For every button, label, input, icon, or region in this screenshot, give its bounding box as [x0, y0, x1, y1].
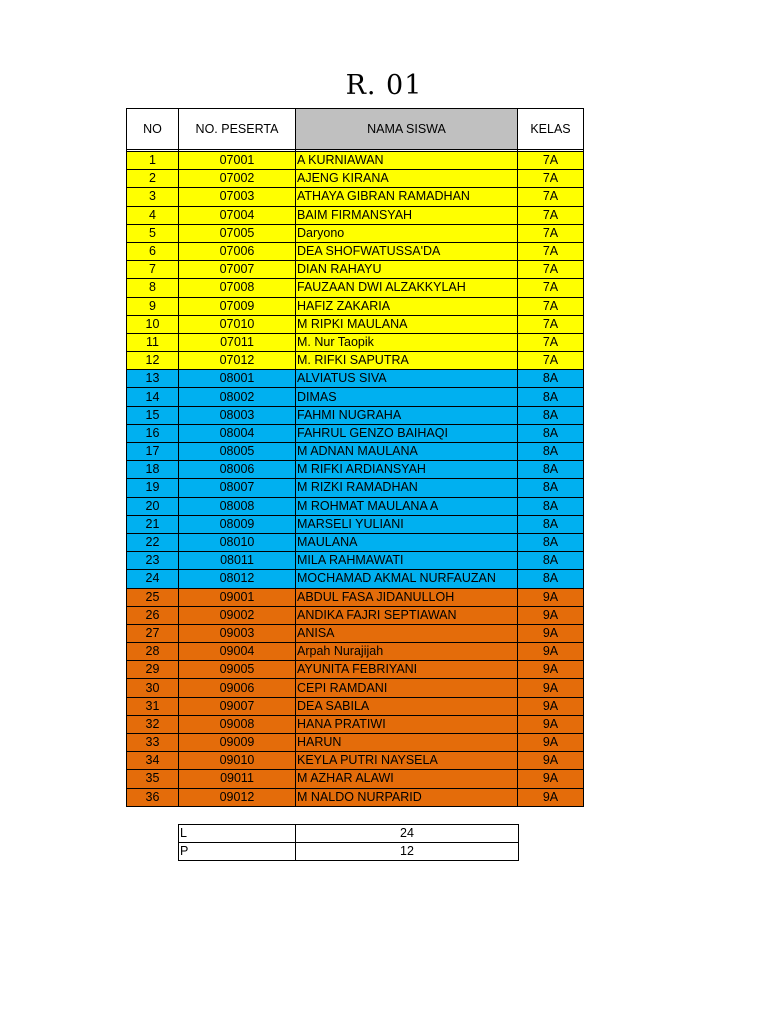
header-kelas: KELAS: [518, 109, 584, 150]
cell-nama: M NALDO NURPARID: [296, 788, 518, 806]
cell-kelas: 9A: [518, 770, 584, 788]
cell-no: 14: [127, 388, 179, 406]
table-row: [127, 515, 584, 533]
table-row: [127, 533, 584, 551]
cell-no: 1: [127, 152, 179, 170]
cell-peserta: 09003: [179, 624, 296, 642]
cell-peserta: 07001: [179, 152, 296, 170]
cell-peserta: 08007: [179, 479, 296, 497]
cell-kelas: 9A: [518, 643, 584, 661]
cell-peserta: 07002: [179, 170, 296, 188]
summary-value: 24: [296, 825, 519, 843]
cell-peserta: 08001: [179, 370, 296, 388]
cell-nama: MARSELI YULIANI: [296, 515, 518, 533]
cell-nama: FAUZAAN DWI ALZAKKYLAH: [296, 279, 518, 297]
cell-nama: AJENG KIRANA: [296, 170, 518, 188]
table-row: [127, 443, 584, 461]
cell-no: 27: [127, 624, 179, 642]
table-row: [127, 242, 584, 260]
header-peserta: NO. PESERTA: [179, 109, 296, 150]
table-row: [127, 261, 584, 279]
table-row: [127, 206, 584, 224]
cell-kelas: 8A: [518, 497, 584, 515]
cell-nama: M. RIFKI SAPUTRA: [296, 352, 518, 370]
table-row: [127, 479, 584, 497]
cell-peserta: 07008: [179, 279, 296, 297]
cell-kelas: 9A: [518, 661, 584, 679]
cell-no: 19: [127, 479, 179, 497]
cell-kelas: 8A: [518, 443, 584, 461]
table-row: [127, 333, 584, 351]
cell-kelas: 7A: [518, 242, 584, 260]
cell-kelas: 7A: [518, 152, 584, 170]
cell-no: 7: [127, 261, 179, 279]
page-title: R. 01: [345, 70, 423, 101]
cell-nama: MAULANA: [296, 533, 518, 551]
cell-kelas: 9A: [518, 715, 584, 733]
cell-no: 28: [127, 643, 179, 661]
cell-nama: AYUNITA FEBRIYANI: [296, 661, 518, 679]
cell-kelas: 8A: [518, 552, 584, 570]
cell-kelas: 8A: [518, 388, 584, 406]
cell-no: 4: [127, 206, 179, 224]
cell-kelas: 7A: [518, 224, 584, 242]
cell-kelas: 9A: [518, 606, 584, 624]
cell-no: 20: [127, 497, 179, 515]
cell-peserta: 09002: [179, 606, 296, 624]
cell-peserta: 07011: [179, 333, 296, 351]
table-row: [127, 406, 584, 424]
cell-kelas: 7A: [518, 188, 584, 206]
header-no: NO: [127, 109, 179, 150]
cell-peserta: 07007: [179, 261, 296, 279]
cell-kelas: 7A: [518, 333, 584, 351]
cell-kelas: 7A: [518, 279, 584, 297]
cell-nama: BAIM FIRMANSYAH: [296, 206, 518, 224]
cell-no: 17: [127, 443, 179, 461]
table-row: [127, 715, 584, 733]
cell-nama: M ADNAN MAULANA: [296, 443, 518, 461]
cell-peserta: 07003: [179, 188, 296, 206]
cell-no: 11: [127, 333, 179, 351]
table-row: [127, 624, 584, 642]
cell-nama: M RIFKI ARDIANSYAH: [296, 461, 518, 479]
cell-nama: DEA SHOFWATUSSA'DA: [296, 242, 518, 260]
cell-nama: MOCHAMAD AKMAL NURFAUZAN: [296, 570, 518, 588]
cell-nama: HARUN: [296, 734, 518, 752]
cell-kelas: 7A: [518, 261, 584, 279]
cell-peserta: 08011: [179, 552, 296, 570]
cell-peserta: 09011: [179, 770, 296, 788]
summary-label: P: [179, 843, 296, 861]
table-row: [127, 424, 584, 442]
cell-no: 13: [127, 370, 179, 388]
cell-no: 3: [127, 188, 179, 206]
cell-nama: CEPI RAMDANI: [296, 679, 518, 697]
cell-nama: A KURNIAWAN: [296, 152, 518, 170]
cell-peserta: 09009: [179, 734, 296, 752]
cell-no: 9: [127, 297, 179, 315]
cell-peserta: 07010: [179, 315, 296, 333]
cell-no: 25: [127, 588, 179, 606]
cell-kelas: 7A: [518, 206, 584, 224]
table-row: [127, 606, 584, 624]
cell-peserta: 07012: [179, 352, 296, 370]
table-header: [127, 109, 584, 152]
cell-no: 22: [127, 533, 179, 551]
cell-no: 23: [127, 552, 179, 570]
table-row: [127, 588, 584, 606]
cell-no: 31: [127, 697, 179, 715]
table-row: [127, 643, 584, 661]
cell-no: 30: [127, 679, 179, 697]
cell-no: 21: [127, 515, 179, 533]
cell-peserta: 09004: [179, 643, 296, 661]
cell-no: 8: [127, 279, 179, 297]
cell-kelas: 8A: [518, 406, 584, 424]
cell-kelas: 8A: [518, 479, 584, 497]
cell-nama: HANA PRATIWI: [296, 715, 518, 733]
student-roster-table: [126, 108, 584, 807]
cell-kelas: 8A: [518, 570, 584, 588]
cell-no: 29: [127, 661, 179, 679]
cell-nama: FAHMI NUGRAHA: [296, 406, 518, 424]
table-row: [127, 279, 584, 297]
cell-peserta: 08004: [179, 424, 296, 442]
cell-nama: Arpah Nurajijah: [296, 643, 518, 661]
cell-nama: FAHRUL GENZO BAIHAQI: [296, 424, 518, 442]
table-row: [127, 734, 584, 752]
cell-kelas: 7A: [518, 297, 584, 315]
cell-nama: Daryono: [296, 224, 518, 242]
cell-kelas: 9A: [518, 752, 584, 770]
table-row: [127, 297, 584, 315]
cell-nama: ALVIATUS SIVA: [296, 370, 518, 388]
table-row: [127, 152, 584, 170]
cell-no: 24: [127, 570, 179, 588]
cell-nama: M RIPKI MAULANA: [296, 315, 518, 333]
cell-nama: M AZHAR ALAWI: [296, 770, 518, 788]
table-row: [127, 315, 584, 333]
cell-no: 16: [127, 424, 179, 442]
table-row: [127, 224, 584, 242]
cell-peserta: 09010: [179, 752, 296, 770]
cell-no: 6: [127, 242, 179, 260]
cell-no: 18: [127, 461, 179, 479]
cell-kelas: 9A: [518, 697, 584, 715]
cell-no: 33: [127, 734, 179, 752]
cell-peserta: 08006: [179, 461, 296, 479]
cell-no: 35: [127, 770, 179, 788]
header-row: [127, 109, 584, 150]
cell-no: 36: [127, 788, 179, 806]
cell-kelas: 8A: [518, 424, 584, 442]
cell-kelas: 8A: [518, 461, 584, 479]
cell-peserta: 08002: [179, 388, 296, 406]
cell-nama: DIMAS: [296, 388, 518, 406]
cell-kelas: 8A: [518, 370, 584, 388]
cell-nama: DEA SABILA: [296, 697, 518, 715]
cell-peserta: 09001: [179, 588, 296, 606]
cell-nama: HAFIZ ZAKARIA: [296, 297, 518, 315]
cell-peserta: 09008: [179, 715, 296, 733]
cell-kelas: 9A: [518, 588, 584, 606]
cell-kelas: 7A: [518, 170, 584, 188]
cell-nama: DIAN RAHAYU: [296, 261, 518, 279]
cell-nama: M. Nur Taopik: [296, 333, 518, 351]
table-row: [127, 752, 584, 770]
table-row: [127, 788, 584, 806]
cell-peserta: 09007: [179, 697, 296, 715]
cell-peserta: 07004: [179, 206, 296, 224]
cell-peserta: 08012: [179, 570, 296, 588]
cell-peserta: 07009: [179, 297, 296, 315]
table-body: [127, 152, 584, 807]
cell-nama: ANISA: [296, 624, 518, 642]
cell-peserta: 07005: [179, 224, 296, 242]
cell-nama: MILA RAHMAWATI: [296, 552, 518, 570]
summary-row-l: [179, 825, 519, 843]
cell-no: 32: [127, 715, 179, 733]
cell-kelas: 8A: [518, 515, 584, 533]
header-nama: NAMA SISWA: [296, 109, 518, 150]
cell-peserta: 08005: [179, 443, 296, 461]
table-row: [127, 188, 584, 206]
cell-peserta: 08010: [179, 533, 296, 551]
table-row: [127, 461, 584, 479]
cell-peserta: 08008: [179, 497, 296, 515]
cell-no: 12: [127, 352, 179, 370]
cell-kelas: 8A: [518, 533, 584, 551]
cell-kelas: 9A: [518, 788, 584, 806]
cell-kelas: 9A: [518, 624, 584, 642]
cell-no: 15: [127, 406, 179, 424]
cell-peserta: 09005: [179, 661, 296, 679]
summary-label: L: [179, 825, 296, 843]
cell-no: 26: [127, 606, 179, 624]
cell-no: 5: [127, 224, 179, 242]
cell-peserta: 09006: [179, 679, 296, 697]
cell-kelas: 9A: [518, 734, 584, 752]
table-row: [127, 352, 584, 370]
cell-nama: KEYLA PUTRI NAYSELA: [296, 752, 518, 770]
cell-kelas: 9A: [518, 679, 584, 697]
cell-no: 34: [127, 752, 179, 770]
table-row: [127, 388, 584, 406]
table-row: [127, 570, 584, 588]
table-row: [127, 552, 584, 570]
gender-summary-table: [178, 824, 519, 861]
table-row: [127, 770, 584, 788]
cell-peserta: 09012: [179, 788, 296, 806]
table-row: [127, 661, 584, 679]
table-row: [127, 370, 584, 388]
cell-kelas: 7A: [518, 315, 584, 333]
cell-no: 10: [127, 315, 179, 333]
cell-nama: ANDIKA FAJRI SEPTIAWAN: [296, 606, 518, 624]
table-row: [127, 679, 584, 697]
cell-nama: ABDUL FASA JIDANULLOH: [296, 588, 518, 606]
cell-nama: ATHAYA GIBRAN RAMADHAN: [296, 188, 518, 206]
cell-peserta: 08003: [179, 406, 296, 424]
table-row: [127, 697, 584, 715]
cell-kelas: 7A: [518, 352, 584, 370]
cell-nama: M RIZKI RAMADHAN: [296, 479, 518, 497]
table-row: [127, 170, 584, 188]
summary-value: 12: [296, 843, 519, 861]
cell-peserta: 07006: [179, 242, 296, 260]
cell-peserta: 08009: [179, 515, 296, 533]
table-row: [127, 497, 584, 515]
cell-nama: M ROHMAT MAULANA A: [296, 497, 518, 515]
summary-row-p: [179, 843, 519, 861]
cell-no: 2: [127, 170, 179, 188]
